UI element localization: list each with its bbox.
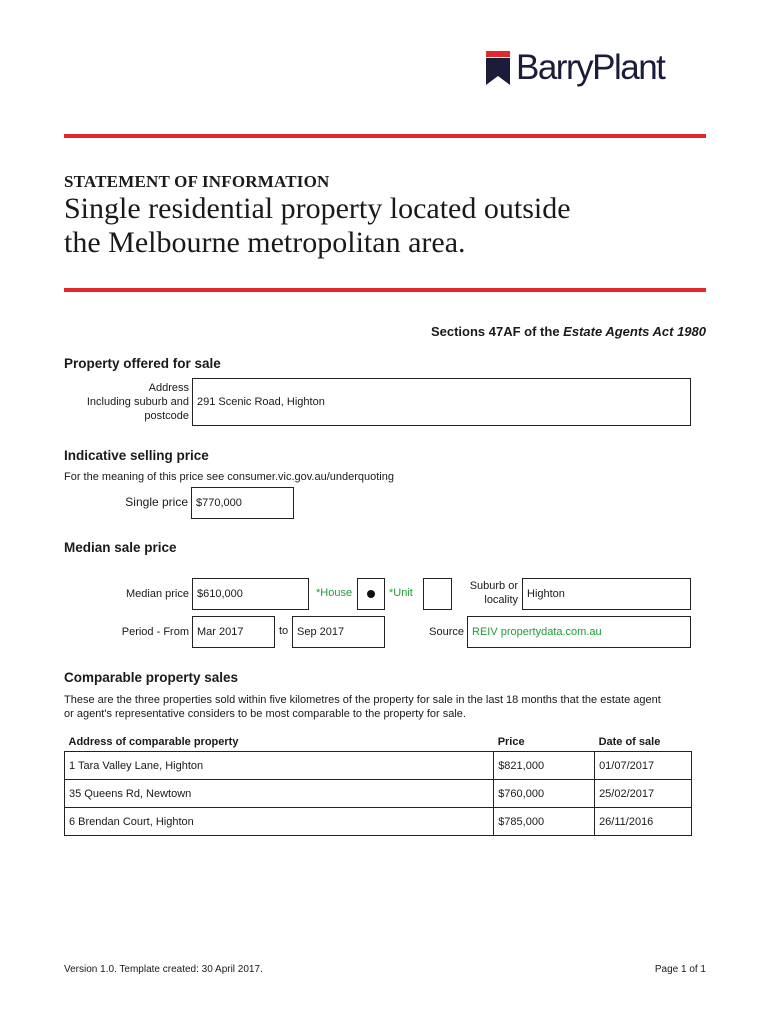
suburb-label-line-2: locality [484,594,518,606]
comparable-description-line-2: or agent's representative considers to be most comparable to the property for sale. [64,708,466,720]
title-line-2: the Melbourne metropolitan area. [64,226,466,259]
sections-reference [431,324,706,339]
table-row [65,808,692,836]
source-field[interactable]: REIV propertydata.com.au [467,616,691,648]
comparable-heading: Comparable property sales [64,670,239,685]
column-header-price: Price [494,732,595,752]
bookmark-logo-icon [486,51,510,85]
sections-prefix: Sections 47AF of the [430,324,564,339]
house-option-label: *House [316,587,353,599]
title-line-1: Single residential property located outside [64,192,571,225]
brand-logo [486,50,664,85]
brand-name: BarryPlant [516,48,665,87]
comparable-price[interactable]: $821,000 [494,752,595,780]
comparable-description-line-1: These are the three properties sold within five kilometres of the property for sale in the last 18 months that the estate agent [64,694,661,706]
comparable-price[interactable]: $760,000 [494,780,595,808]
period-to-label: to [279,625,289,637]
column-header-address: Address of comparable property [65,732,494,752]
median-heading: Median sale price [64,540,177,555]
column-header-date: Date of sale [595,732,692,752]
comparable-sales-table [64,732,692,836]
comparable-date[interactable]: 26/11/2016 [595,808,692,836]
document-kicker: STATEMENT OF INFORMATION [64,172,330,191]
table-header-row [65,732,692,752]
property-heading: Property offered for sale [64,356,221,371]
address-field[interactable]: 291 Scenic Road, Highton [192,378,691,426]
indicative-note: For the meaning of this price see consumer.vic.gov.au/underquoting [64,471,394,483]
address-label-line-2: Including suburb and [86,396,189,408]
suburb-field[interactable]: Highton [522,578,691,610]
indicative-heading: Indicative selling price [64,448,209,463]
table-row [65,752,692,780]
suburb-label [456,579,518,607]
comparable-date[interactable]: 01/07/2017 [595,752,692,780]
page-title [64,192,704,260]
table-row [65,780,692,808]
top-divider [64,134,706,138]
period-from-label: Period - From [121,626,189,638]
sections-act: Estate Agents Act 1980 [563,324,706,339]
unit-radio[interactable] [423,578,452,610]
address-label-line-1: Address [148,382,189,394]
unit-option-label: *Unit [389,587,413,599]
address-label [64,381,189,423]
radio-selected-dot [367,590,375,598]
address-label-line-3: postcode [144,410,189,422]
comparable-address[interactable]: 1 Tara Valley Lane, Highton [65,752,494,780]
comparable-description [64,693,714,721]
single-price-label: Single price [125,495,188,509]
median-price-label: Median price [126,588,189,600]
house-radio[interactable] [357,578,385,610]
suburb-label-line-1: Suburb or [469,580,518,592]
comparable-price[interactable]: $785,000 [494,808,595,836]
source-label: Source [429,626,464,638]
comparable-address[interactable]: 35 Queens Rd, Newtown [65,780,494,808]
period-to-field[interactable]: Sep 2017 [292,616,385,648]
single-price-field[interactable]: $770,000 [191,487,294,519]
footer-version: Version 1.0. Template created: 30 April 2017. [64,964,263,975]
comparable-date[interactable]: 25/02/2017 [595,780,692,808]
comparable-address[interactable]: 6 Brendan Court, Highton [65,808,494,836]
median-price-field[interactable]: $610,000 [192,578,309,610]
title-divider [64,288,706,292]
footer-page-number: Page 1 of 1 [654,964,706,975]
period-from-field[interactable]: Mar 2017 [192,616,275,648]
